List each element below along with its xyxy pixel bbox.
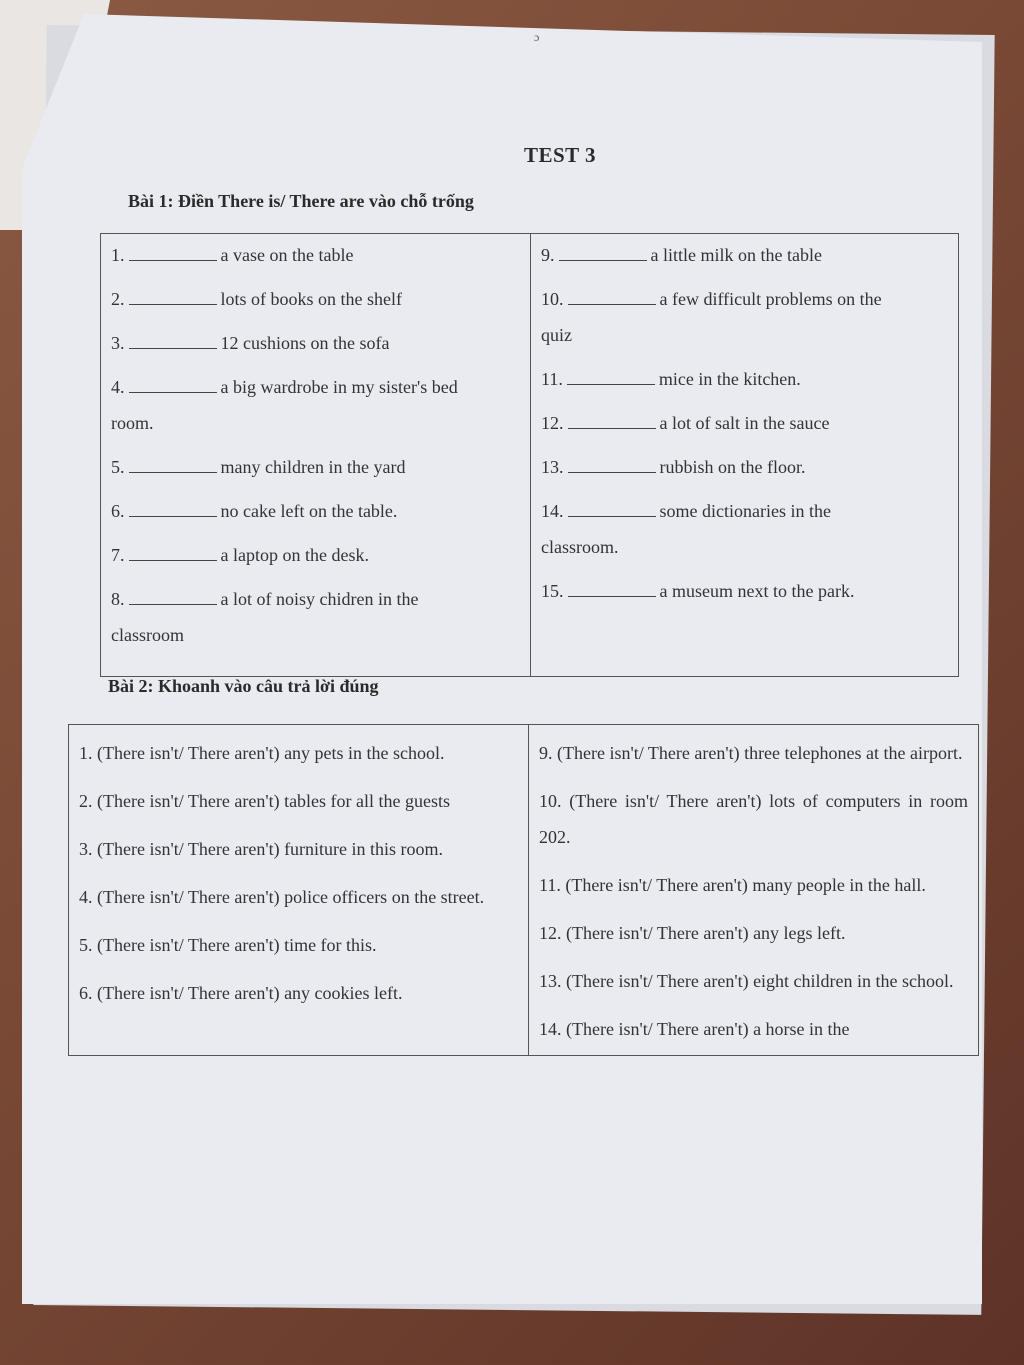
exercise-1-table (100, 233, 959, 677)
answer-blank[interactable] (129, 590, 217, 605)
page-title: TEST 3 (523, 143, 597, 167)
fill-item: 15. a museum next to the park. (541, 581, 855, 601)
exercise-1-left-column (101, 234, 531, 677)
answer-blank[interactable] (129, 246, 217, 261)
fill-item: 8. a lot of noisy chidren in the (111, 589, 419, 609)
fill-item-continued: classroom (111, 625, 184, 645)
fill-item: 13. rubbish on the floor. (541, 457, 806, 477)
choice-item[interactable]: 11. (There isn't/ There aren't) many people in the hall. (539, 875, 926, 895)
answer-blank[interactable] (568, 414, 656, 429)
answer-blank[interactable] (129, 378, 217, 393)
answer-blank[interactable] (568, 502, 656, 517)
answer-blank[interactable] (567, 370, 655, 385)
fill-item-continued: room. (111, 413, 154, 433)
answer-blank[interactable] (129, 334, 217, 349)
fill-item: 10. a few difficult problems on the (541, 289, 882, 309)
fill-item-continued: quiz (541, 325, 572, 345)
page-mark: ɔ (534, 30, 540, 44)
fill-item: 6. no cake left on the table. (111, 501, 398, 521)
fill-item: 5. many children in the yard (111, 457, 406, 477)
answer-blank[interactable] (568, 458, 656, 473)
choice-item[interactable]: 4. (There isn't/ There aren't) police officers on the street. (79, 887, 485, 907)
fill-item: 3. 12 cushions on the sofa (111, 333, 390, 353)
choice-item[interactable]: 10. (There isn't/ There aren't) lots of computers in room 202. (539, 791, 968, 847)
choice-item[interactable]: 3. (There isn't/ There aren't) furniture in this room. (79, 839, 444, 859)
fill-item: 2. lots of books on the shelf (111, 289, 402, 309)
exercise-2-table (68, 724, 979, 1056)
choice-item[interactable]: 1. (There isn't/ There aren't) any pets in the school. (79, 743, 445, 763)
fill-item: 4. a big wardrobe in my sister's bed (111, 377, 458, 397)
fill-item: 14. some dictionaries in the (541, 501, 831, 521)
answer-blank[interactable] (129, 546, 217, 561)
exercise-2-left-column (69, 725, 529, 1056)
choice-item[interactable]: 9. (There isn't/ There aren't) three telephones at the airport. (539, 743, 963, 763)
answer-blank[interactable] (129, 290, 217, 305)
fill-item-continued: classroom. (541, 537, 619, 557)
choice-item[interactable]: 6. (There isn't/ There aren't) any cookies left. (79, 983, 403, 1003)
choice-item[interactable]: 13. (There isn't/ There aren't) eight children in the school. (539, 971, 954, 991)
fill-item: 11. mice in the kitchen. (541, 369, 801, 389)
answer-blank[interactable] (129, 502, 217, 517)
fill-item: 12. a lot of salt in the sauce (541, 413, 830, 433)
fill-item: 9. a little milk on the table (541, 245, 822, 265)
fill-item: 1. a vase on the table (111, 245, 354, 265)
choice-item[interactable]: 12. (There isn't/ There aren't) any legs left. (539, 923, 846, 943)
exercise-2-right-column (529, 725, 979, 1056)
choice-item[interactable]: 5. (There isn't/ There aren't) time for this. (79, 935, 377, 955)
answer-blank[interactable] (568, 290, 656, 305)
exercise-1-right-column (531, 234, 959, 677)
fill-item: 7. a laptop on the desk. (111, 545, 369, 565)
exercise-2-heading: Bài 2: Khoanh vào câu trả lời đúng (108, 676, 379, 696)
choice-item[interactable]: 2. (There isn't/ There aren't) tables for all the guests (79, 791, 451, 811)
exercise-1-heading: Bài 1: Điền There is/ There are vào chỗ trống (128, 191, 474, 211)
answer-blank[interactable] (568, 582, 656, 597)
answer-blank[interactable] (559, 246, 647, 261)
answer-blank[interactable] (129, 458, 217, 473)
choice-item[interactable]: 14. (There isn't/ There aren't) a horse in the (539, 1019, 850, 1039)
